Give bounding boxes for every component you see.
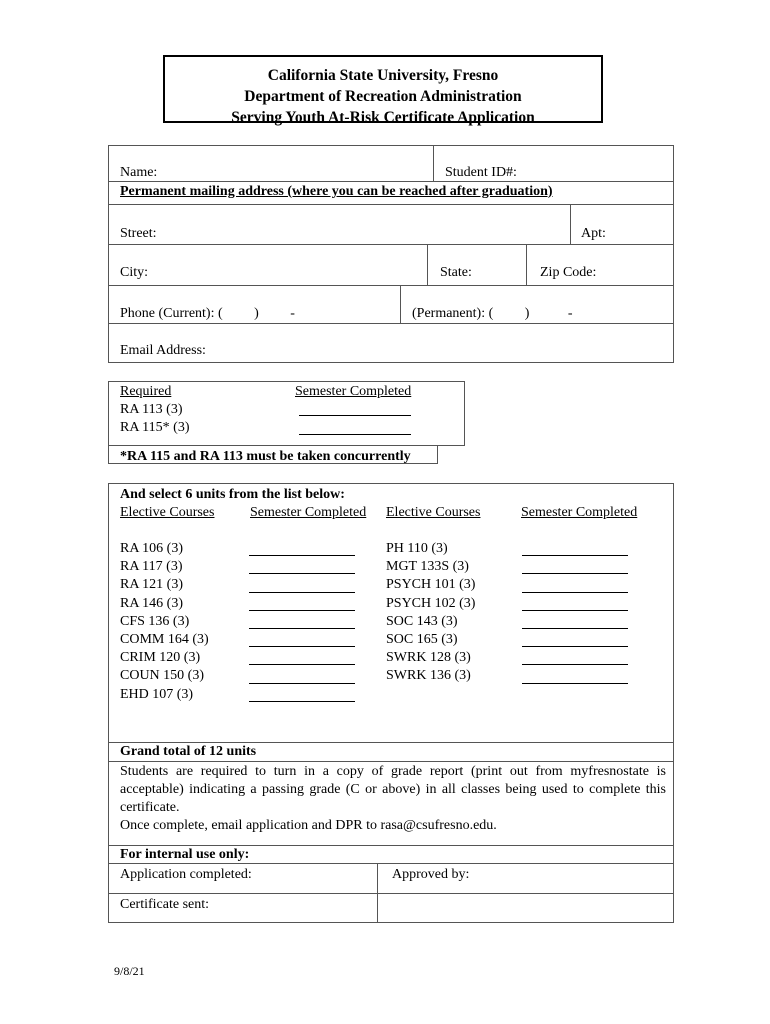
elective-course: SOC 165 (3) [386,632,458,648]
phone-current-field[interactable]: Phone (Current): ( ) - [120,306,295,321]
street-field[interactable]: Street: [120,226,157,241]
semester-blank[interactable] [522,593,628,611]
right-elective-list [386,540,475,686]
elective-course: PH 110 (3) [386,541,448,556]
department-name: Department of Recreation Administration [244,88,522,105]
semester-blank[interactable] [522,556,628,574]
required-semester-header: Semester Completed [295,384,412,399]
state-field[interactable]: State: [440,265,472,280]
elective-courses-header-right: Elective Courses [386,505,481,520]
submission-instruction: Once complete, email application and DPR to rasa@csufresno.edu. [120,818,497,833]
elective-course: RA 146 (3) [120,595,183,611]
form-title: Serving Youth At-Risk Certificate Application [231,109,535,126]
apt-field[interactable]: Apt: [581,226,606,241]
elective-course: PSYCH 101 (3) [386,577,476,593]
elective-course: SWRK 136 (3) [386,668,471,684]
semester-blank[interactable] [522,629,628,647]
semester-blank[interactable] [249,538,355,556]
semester-blank[interactable] [249,574,355,592]
semester-blank[interactable] [249,665,355,683]
left-elective-list [120,540,209,704]
required-course-ra113: RA 113 (3) [120,402,183,417]
elective-course: SOC 143 (3) [386,613,458,629]
grand-total-heading: Grand total of 12 units [120,744,257,759]
semester-blank[interactable] [522,611,628,629]
elective-course: CFS 136 (3) [120,613,190,629]
left-semester-blanks [249,538,355,702]
concurrent-note: *RA 115 and RA 113 must be taken concurrently [120,449,411,464]
student-id-field[interactable]: Student ID#: [445,165,517,180]
elective-course: COUN 150 (3) [120,668,204,684]
revision-date: 9/8/21 [114,964,145,978]
semester-blank[interactable] [249,629,355,647]
elective-course: MGT 133S (3) [386,559,469,575]
ra115-semester-blank[interactable] [299,434,411,435]
email-field[interactable]: Email Address: [120,343,206,358]
ra113-semester-blank[interactable] [299,415,411,416]
elective-course: RA 117 (3) [120,559,183,575]
semester-header-right: Semester Completed [521,505,638,520]
elective-course: PSYCH 102 (3) [386,595,476,611]
zip-code-field[interactable]: Zip Code: [540,265,597,280]
title-box [163,55,603,126]
elective-course: SWRK 128 (3) [386,650,471,666]
semester-blank[interactable] [522,538,628,556]
elective-course: COMM 164 (3) [120,632,209,648]
elective-course: EHD 107 (3) [120,686,194,702]
elective-course: RA 106 (3) [120,541,183,556]
semester-blank[interactable] [249,684,355,702]
address-heading: Permanent mailing address (where you can be reached after graduation) [120,184,553,199]
required-header: Required [120,384,172,399]
semester-blank[interactable] [522,665,628,683]
certificate-sent-field[interactable]: Certificate sent: [120,897,210,912]
application-completed-field[interactable]: Application completed: [120,867,252,882]
semester-blank[interactable] [249,647,355,665]
internal-use-heading: For internal use only: [120,847,250,862]
contact-table [108,145,674,363]
semester-blank[interactable] [522,647,628,665]
semester-blank[interactable] [249,556,355,574]
city-field[interactable]: City: [120,265,149,280]
required-course-ra115: RA 115* (3) [120,420,190,435]
phone-permanent-field[interactable]: (Permanent): ( ) - [412,306,573,321]
elective-course: RA 121 (3) [120,577,183,593]
semester-blank[interactable] [522,574,628,592]
grade-report-instructions: Students are required to turn in a copy of grade report (print out from myfresnostate is acceptable) indicating a passing grade (C or above) in all classes being used to complete this certificate. [120,764,666,815]
semester-blank[interactable] [249,611,355,629]
elective-course: CRIM 120 (3) [120,650,201,666]
elective-courses-header-left: Elective Courses [120,505,215,520]
semester-header-left: Semester Completed [250,505,367,520]
approved-by-field[interactable]: Approved by: [392,867,470,882]
right-semester-blanks [522,538,628,684]
semester-blank[interactable] [249,593,355,611]
university-name: California State University, Fresno [267,67,499,84]
name-field[interactable]: Name: [120,165,158,180]
electives-intro: And select 6 units from the list below: [120,487,345,502]
